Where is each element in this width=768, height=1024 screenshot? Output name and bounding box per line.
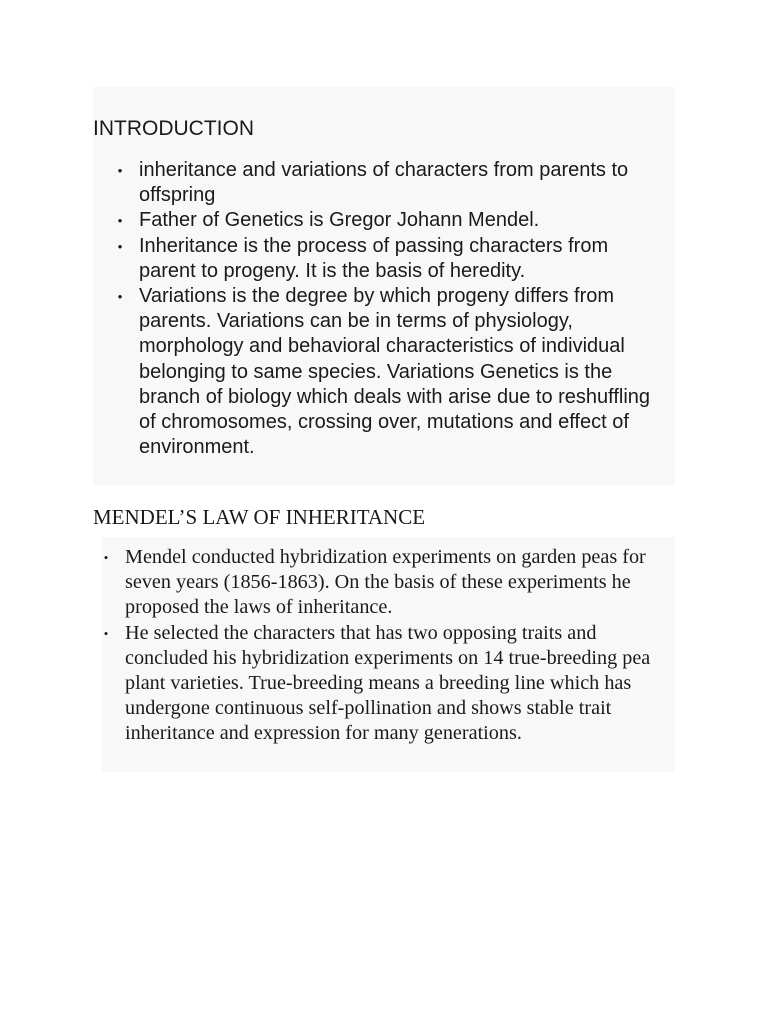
list-item-text: Variations is the degree by which progeny differs from parents. Variations can be in terms of physiology, morphology and behavioral characteristics of individual belonging to same species. Variations Genetics is the branch of biology which deals with arise due to reshuffling of chromosomes, crossing over, mutations and effect of environment. xyxy=(139,285,651,459)
mendels-law-heading: MENDEL’S LAW OF INHERITANCE xyxy=(93,505,426,529)
bullet-icon: • xyxy=(117,213,123,229)
list-item-text: Inheritance is the process of passing characters from parent to progeny. It is the basis of heredity. xyxy=(139,234,609,282)
list-item xyxy=(99,621,674,747)
introduction-heading: INTRODUCTION xyxy=(93,117,254,140)
bullet-icon: • xyxy=(117,289,123,305)
list-item xyxy=(113,234,658,284)
list-item xyxy=(113,284,658,460)
bullet-icon: • xyxy=(117,238,123,254)
bullet-icon: • xyxy=(103,625,109,641)
list-item-text: Mendel conducted hybridization experiments on garden peas for seven years (1856-1863). On the basis of these experiments he proposed the laws of inheritance. xyxy=(125,546,646,619)
list-item xyxy=(113,208,658,233)
bullet-icon: • xyxy=(103,550,109,565)
mendels-law-list xyxy=(99,545,674,747)
list-item xyxy=(99,545,674,621)
bullet-icon: • xyxy=(117,163,123,178)
list-item-text: inheritance and variations of characters from parents to offspring xyxy=(139,159,629,207)
list-item-text: Father of Genetics is Gregor Johann Mendel. xyxy=(139,209,540,232)
list-item-text: He selected the characters that has two opposing traits and concluded his hybridization experiments on 14 true-breeding pea plant varieties. True-breeding means a breeding line which has undergone continuous self-pollination and shows stable trait inheritance and expression for many generations. xyxy=(125,621,651,745)
list-item xyxy=(113,158,658,208)
introduction-list xyxy=(113,158,658,460)
